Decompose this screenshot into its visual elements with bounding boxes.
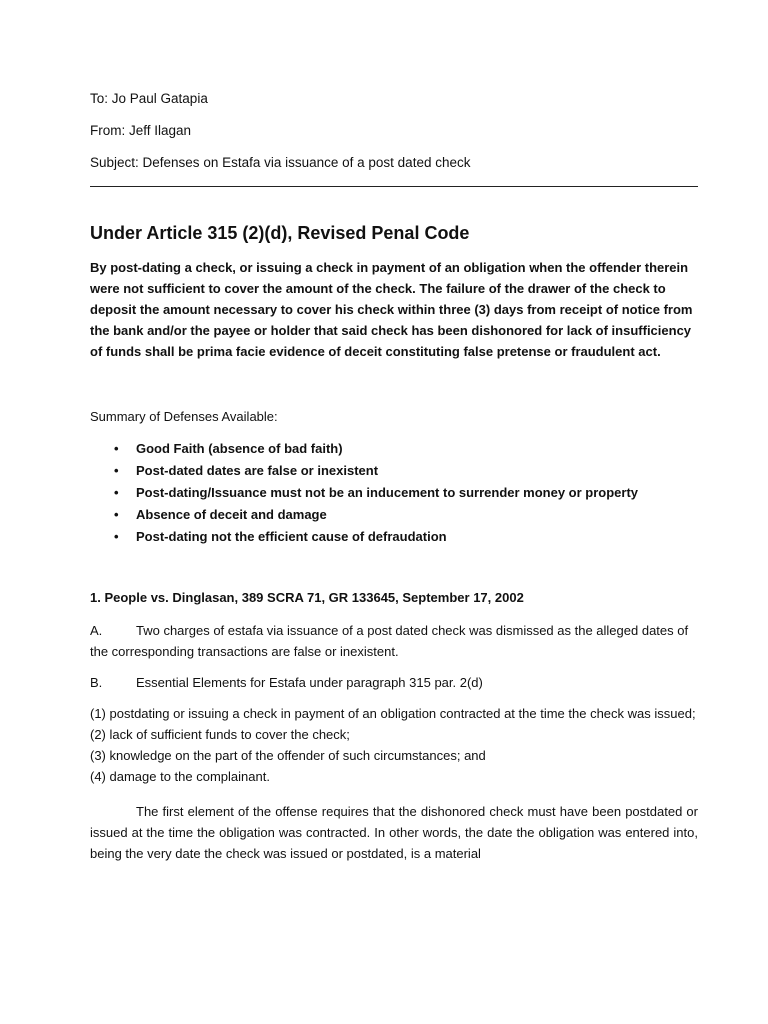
memo-subject: Subject: Defenses on Estafa via issuance of a post dated check: [90, 155, 471, 170]
element-item: (2) lack of sufficient funds to cover the check;: [90, 727, 350, 742]
intro-paragraph: By post-dating a check, or issuing a check in payment of an obligation when the offender therein were not sufficient to cover the amount of the check. The failure of the drawer of the check to deposit the amount necessary to cover his check within three (3) days from receipt of notice from the bank and/or the payee or holder that said check has been dishonored for lack of insufficiency of funds shall be prima facie evidence of deceit constituting false pretense or fraudulent act.: [90, 260, 693, 359]
item-text: Essential Elements for Estafa under paragraph 315 par. 2(d): [136, 675, 483, 690]
case-item-b: [90, 672, 698, 693]
bullet-icon: •: [114, 529, 119, 544]
document-page: [90, 90, 698, 864]
closing-paragraph: The first element of the offense requires that the dishonored check must have been postdated or issued at the time the obligation was contracted. In other words, the date the obligation was entered into, being the very date the check was issued or postdated, is a material: [90, 804, 698, 861]
list-item: [90, 526, 698, 548]
defense-text: Absence of deceit and damage: [136, 507, 327, 522]
item-letter: A.: [90, 623, 103, 638]
list-item: [90, 438, 698, 460]
bullet-icon: •: [114, 507, 119, 522]
element-item: (1) postdating or issuing a check in payment of an obligation contracted at the time the check was issued;: [90, 706, 696, 721]
bullet-icon: •: [114, 441, 119, 456]
defense-text: Post-dated dates are false or inexistent: [136, 463, 379, 478]
elements-list: [90, 703, 698, 787]
list-item: [90, 504, 698, 526]
defense-text: Good Faith (absence of bad faith): [136, 441, 343, 456]
summary-label: Summary of Defenses Available:: [90, 409, 278, 424]
defense-text: Post-dating/Issuance must not be an inducement to surrender money or property: [136, 485, 639, 500]
case-title: 1. People vs. Dinglasan, 389 SCRA 71, GR 133645, September 17, 2002: [90, 590, 524, 605]
list-item: [90, 482, 698, 504]
header-divider: [90, 186, 698, 187]
memo-to: To: Jo Paul Gatapia: [90, 91, 208, 106]
element-item: (4) damage to the complainant.: [90, 769, 270, 784]
defenses-list: [90, 438, 698, 548]
item-text: Two charges of estafa via issuance of a post dated check was dismissed as the alleged dates of the corresponding transactions are false or inexistent.: [90, 623, 689, 659]
bullet-icon: •: [114, 485, 119, 500]
bullet-icon: •: [114, 463, 119, 478]
list-item: [90, 460, 698, 482]
defense-text: Post-dating not the efficient cause of defraudation: [136, 529, 447, 544]
element-item: (3) knowledge on the part of the offender of such circumstances; and: [90, 748, 486, 763]
case-item-a: [90, 620, 698, 662]
item-letter: B.: [90, 675, 103, 690]
section-heading: Under Article 315 (2)(d), Revised Penal Code: [90, 223, 470, 243]
memo-from: From: Jeff Ilagan: [90, 123, 192, 138]
